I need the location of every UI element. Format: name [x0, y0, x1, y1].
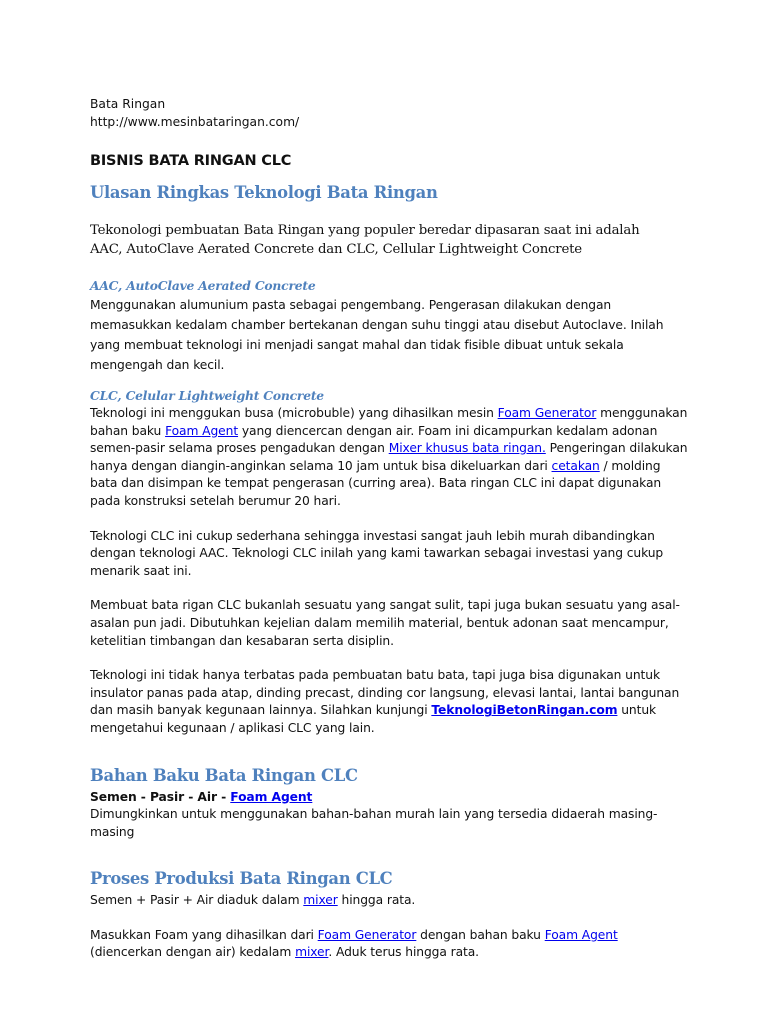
- proses-s1-text-2: hingga rata.: [337, 893, 416, 908]
- clc-text-3: yang diencercan dengan air. Foam ini dicampurkan kedalam adonan semen-pasir selama proses pengadukan dengan: [90, 423, 658, 456]
- kegunaan-text-2: untuk mengetahui kegunaan / aplikasi CLC yang lain.: [90, 703, 657, 735]
- link-foam-generator-proses[interactable]: Foam Generator: [317, 927, 417, 942]
- bahan-list: [90, 789, 688, 807]
- header-url: http://www.mesinbataringan.com/: [90, 114, 300, 129]
- proses-step-2: [90, 927, 688, 962]
- heading-proses-produksi: Proses Produksi Bata Ringan CLC: [90, 869, 393, 889]
- bahan-paragraph: Dimungkinkan untuk menggunakan bahan-bahan murah lain yang tersedia didaerah masing-masing: [90, 807, 658, 839]
- kegunaan-text-1: Teknologi ini tidak hanya terbatas pada pembuatan batu bata, tapi juga bisa digunakan untuk insulator panas pada atap, dinding precast, dinding cor langsung, elevasi lantai, lantai bangunan dan masih banyak kegunaan lainnya. Silahkan kunjungi: [90, 668, 680, 718]
- link-foam-agent[interactable]: Foam Agent: [165, 423, 239, 438]
- clc-text-4: Pengeringan dilakukan hanya dengan diangin-anginkan selama 10 jam untuk bisa dikeluarkan dari: [90, 441, 688, 473]
- link-mixer-khusus[interactable]: Mixer khusus bata ringan.: [388, 441, 546, 456]
- intro-line-1: Tekonologi pembuatan Bata Ringan yang populer beredar dipasaran saat ini adalah: [90, 223, 640, 239]
- bahan-bold-prefix: Semen - Pasir - Air -: [90, 789, 231, 804]
- intro-line-2: AAC, AutoClave Aerated Concrete dan CLC, Cellular Lightweight Concrete: [90, 241, 582, 257]
- link-cetakan[interactable]: cetakan: [551, 458, 600, 473]
- clc-paragraph: [90, 405, 688, 511]
- paragraph-membuat: Membuat bata rigan CLC bukanlah sesuatu yang sangat sulit, tapi juga bukan sesuatu yang asal-asalan pun jadi. Dibutuhkan kejelian dalam memilih material, bentuk adonan saat mencampur, ketelitian timbangan dan kesabaran serta disiplin.: [90, 598, 680, 648]
- link-teknologibetonringan[interactable]: TeknologiBetonRingan.com: [431, 703, 618, 718]
- proses-step-1: [90, 892, 688, 910]
- paragraph-clc-sederhana: Teknologi CLC ini cukup sederhana sehingga investasi sangat jauh lebih murah dibandingkan dengan teknologi AAC. Teknologi CLC inilah yang kami tawarkan sebagai investasi yang cukup menarik saat ini.: [90, 528, 664, 578]
- proses-s2-text-1: Masukkan Foam yang dihasilkan dari: [90, 927, 318, 942]
- link-mixer-proses[interactable]: mixer: [295, 945, 329, 960]
- heading-clc: CLC, Celular Lightweight Concrete: [90, 388, 324, 403]
- clc-text-2: menggunakan bahan baku: [90, 406, 688, 438]
- proses-s1-text-1: Semen + Pasir + Air diaduk dalam: [90, 893, 304, 908]
- clc-text-5: / molding bata dan disimpan ke tempat pengerasan (curring area). Bata ringan CLC ini dapat digunakan pada konstruksi setelah berumur 20 hari.: [90, 458, 662, 508]
- heading-ulasan: Ulasan Ringkas Teknologi Bata Ringan: [90, 183, 438, 203]
- heading-bahan-baku: Bahan Baku Bata Ringan CLC: [90, 765, 358, 785]
- link-foam-generator[interactable]: Foam Generator: [497, 406, 597, 420]
- link-foam-agent-proses[interactable]: Foam Agent: [544, 927, 618, 942]
- aac-paragraph: Menggunakan alumunium pasta sebagai pengembang. Pengerasan dilakukan dengan memasukkan kedalam chamber bertekanan dengan suhu tinggi atau disebut Autoclave. Inilah yang membuat teknologi ini menjadi sangat mahal dan tidak fisible dibuat untuk sekala mengengah dan kecil.: [90, 298, 664, 372]
- clc-text-1: Teknologi ini menggukan busa (microbuble) yang dihasilkan mesin: [90, 406, 498, 420]
- heading-aac: AAC, AutoClave Aerated Concrete: [90, 278, 316, 293]
- intro-paragraph: [90, 222, 688, 259]
- proses-s2-text-2: dengan bahan baku: [416, 927, 545, 942]
- link-mixer[interactable]: mixer: [303, 893, 338, 908]
- proses-s2-text-3: (diencerkan dengan air) kedalam: [90, 945, 296, 960]
- proses-s2-text-4: . Aduk terus hingga rata.: [328, 945, 479, 960]
- header-title: Bata Ringan: [90, 97, 166, 111]
- document-title: BISNIS BATA RINGAN CLC: [90, 153, 292, 170]
- paragraph-kegunaan: [90, 667, 688, 737]
- link-foam-agent-bahan[interactable]: Foam Agent: [230, 789, 313, 804]
